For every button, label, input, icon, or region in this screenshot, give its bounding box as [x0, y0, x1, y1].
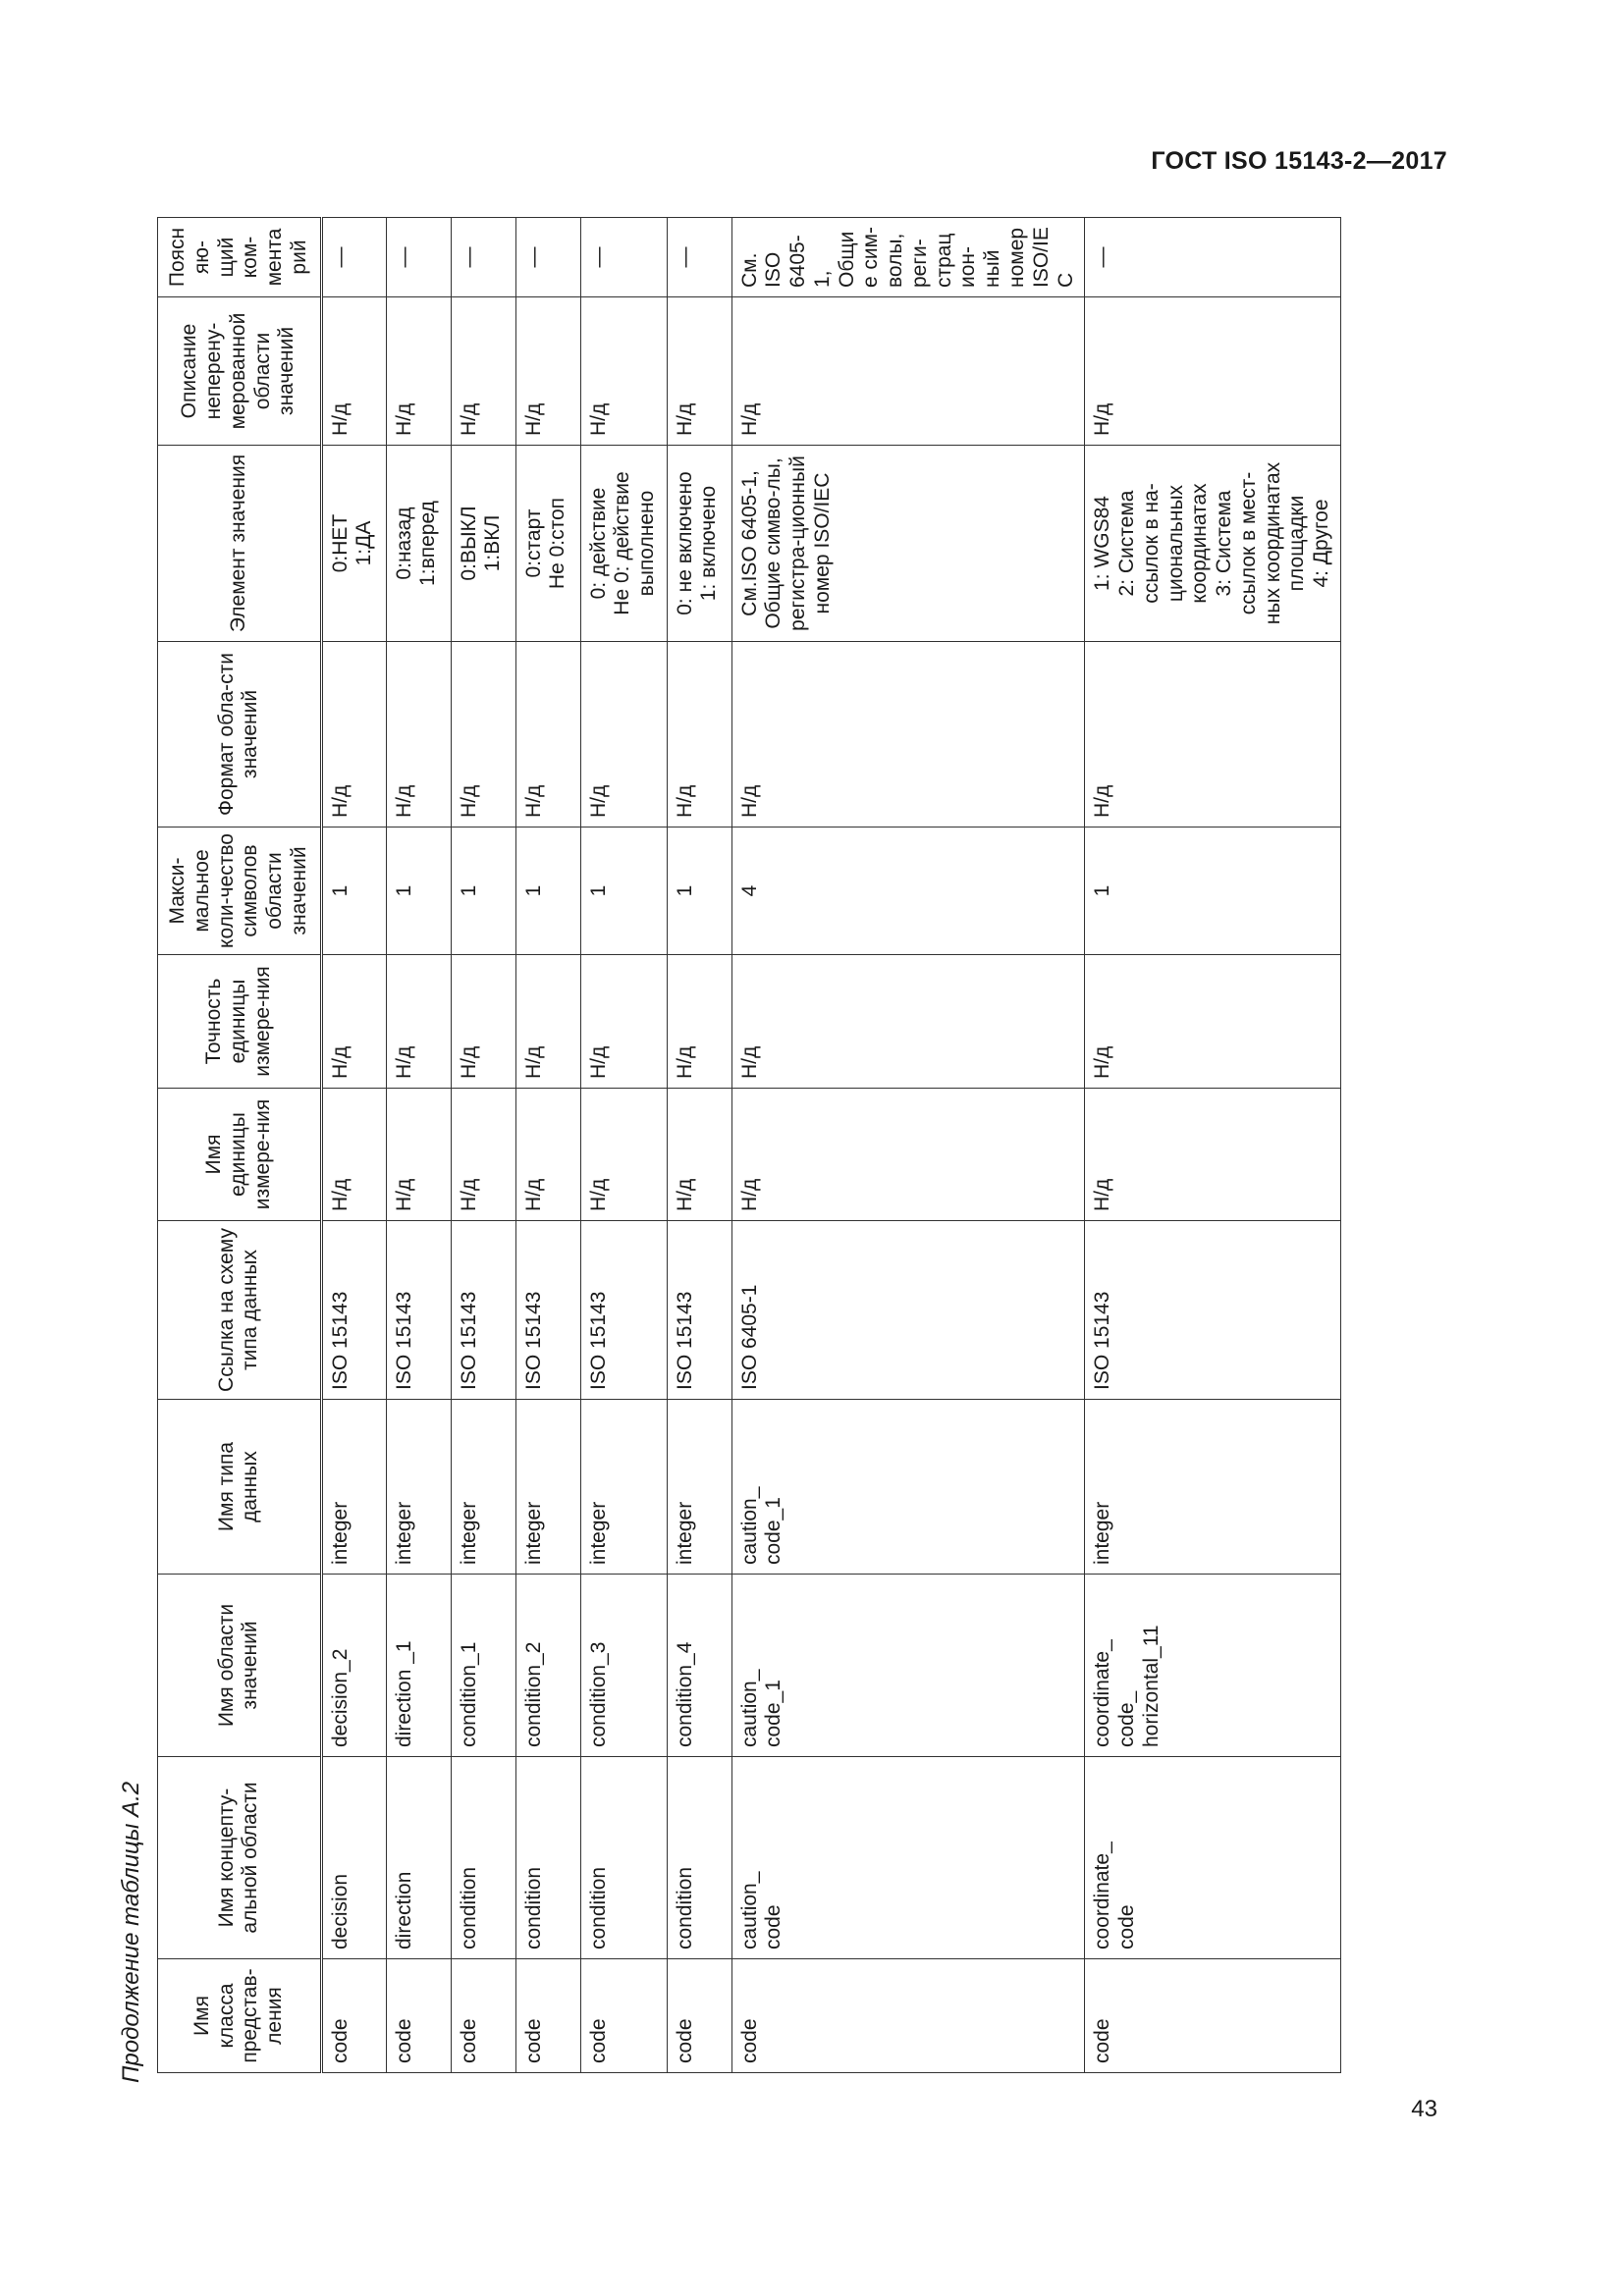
header-cell: Формат обла-сти значений: [158, 642, 322, 828]
table-cell: condition: [451, 1757, 515, 1959]
table-cell: Н/д: [580, 955, 667, 1089]
data-table: [157, 217, 1341, 2073]
table-cell: integer: [667, 1400, 731, 1575]
table-row: [515, 218, 580, 2073]
table-cell: —: [451, 218, 515, 297]
table-cell: direction: [386, 1757, 451, 1959]
table-cell: Н/д: [515, 955, 580, 1089]
table-row: [1085, 218, 1341, 2073]
table-cell: Н/д: [1085, 955, 1341, 1089]
table-cell: caution_ code_1: [731, 1400, 1085, 1575]
standard-header: ГОСТ ISO 15143-2—2017: [1151, 147, 1447, 175]
table-cell: Н/д: [731, 1089, 1085, 1221]
table-body: [321, 218, 1340, 2073]
header-cell: Имя концепту-альной области: [158, 1757, 322, 1959]
table-cell: ISO 15143: [386, 1221, 451, 1400]
table-cell: code: [386, 1959, 451, 2073]
table-cell: condition: [580, 1757, 667, 1959]
table-cell: См. ISO 6405-1, Общие сим-волы, реги-страцион-ный номер ISO/IEC: [731, 218, 1085, 297]
table-cell: 0:старт Не 0:стоп: [515, 446, 580, 642]
table-cell: ISO 15143: [451, 1221, 515, 1400]
table-cell: Н/д: [321, 1089, 386, 1221]
table-cell: —: [515, 218, 580, 297]
page-number: 43: [1411, 2096, 1437, 2122]
table-cell: Н/д: [451, 1089, 515, 1221]
table-cell: ISO 15143: [1085, 1221, 1341, 1400]
header-cell: Имя типа данных: [158, 1400, 322, 1575]
header-cell: Имя единицы измере-ния: [158, 1089, 322, 1221]
table-row: [731, 218, 1085, 2073]
table-cell: См.ISO 6405-1, Общие симво-лы, регистра-ционный номер ISO/IEC: [731, 446, 1085, 642]
table-cell: Н/д: [386, 1089, 451, 1221]
table-cell: caution_ code: [731, 1757, 1085, 1959]
table-cell: Н/д: [731, 297, 1085, 446]
table-cell: Н/д: [580, 297, 667, 446]
table-cell: coordinate_ code: [1085, 1757, 1341, 1959]
table-cell: condition_1: [451, 1575, 515, 1757]
table-cell: Н/д: [386, 642, 451, 828]
table-cell: code: [731, 1959, 1085, 2073]
table-cell: 1: [515, 828, 580, 955]
table-cell: code: [515, 1959, 580, 2073]
table-cell: Н/д: [667, 297, 731, 446]
table-cell: condition: [515, 1757, 580, 1959]
table-cell: integer: [580, 1400, 667, 1575]
table-cell: Н/д: [580, 1089, 667, 1221]
table-cell: —: [386, 218, 451, 297]
table-cell: code: [1085, 1959, 1341, 2073]
table-cell: code: [321, 1959, 386, 2073]
table-cell: decision_2: [321, 1575, 386, 1757]
table-cell: integer: [451, 1400, 515, 1575]
table-cell: Н/д: [386, 955, 451, 1089]
table-cell: integer: [515, 1400, 580, 1575]
table-cell: Н/д: [580, 642, 667, 828]
table-cell: Н/д: [515, 297, 580, 446]
table-cell: Н/д: [321, 297, 386, 446]
header-row: [158, 218, 322, 2073]
header-cell: Точность единицы измере-ния: [158, 955, 322, 1089]
table-cell: 0: не включено 1: включено: [667, 446, 731, 642]
table-cell: condition_4: [667, 1575, 731, 1757]
header-cell: Ссылка на схему типа данных: [158, 1221, 322, 1400]
header-cell: Описание неперену-мерованной области значений: [158, 297, 322, 446]
table-cell: 0: действие Не 0: действие выполнено: [580, 446, 667, 642]
table-cell: code: [451, 1959, 515, 2073]
table-caption: Продолжение таблицы А.2: [118, 1781, 144, 2083]
table-cell: 0:ВЫКЛ 1:ВКЛ: [451, 446, 515, 642]
table-cell: 0:НЕТ 1:ДА: [321, 446, 386, 642]
table-cell: Н/д: [515, 1089, 580, 1221]
header-cell: Имя класса представ-ления: [158, 1959, 322, 2073]
table-cell: Н/д: [515, 642, 580, 828]
table-cell: caution_ code_1: [731, 1575, 1085, 1757]
table-cell: —: [667, 218, 731, 297]
table-cell: Н/д: [667, 1089, 731, 1221]
header-cell: Имя области значений: [158, 1575, 322, 1757]
table-cell: code: [580, 1959, 667, 2073]
table-cell: Н/д: [731, 642, 1085, 828]
table-cell: 1: [386, 828, 451, 955]
table-cell: Н/д: [451, 955, 515, 1089]
table-cell: —: [321, 218, 386, 297]
header-cell: Макси-мальное коли-чество символов области значений: [158, 828, 322, 955]
table-cell: Н/д: [731, 955, 1085, 1089]
table-cell: Н/д: [1085, 1089, 1341, 1221]
table-row: [580, 218, 667, 2073]
table-cell: 1: WGS84 2: Система ссылок в на-циональных координатах 3: Система ссылок в мест-ных координатах площадки 4: Другое: [1085, 446, 1341, 642]
table-cell: 1: [1085, 828, 1341, 955]
table-cell: Н/д: [667, 955, 731, 1089]
header-cell: Поясняю-щий ком-ментарий: [158, 218, 322, 297]
table-cell: ISO 15143: [667, 1221, 731, 1400]
table-row: [386, 218, 451, 2073]
table-cell: ISO 15143: [515, 1221, 580, 1400]
table-cell: Н/д: [321, 642, 386, 828]
table-row: [667, 218, 731, 2073]
table-cell: condition_2: [515, 1575, 580, 1757]
table-row: [321, 218, 386, 2073]
table-cell: coordinate_ code_ horizontal_11: [1085, 1575, 1341, 1757]
table-cell: Н/д: [386, 297, 451, 446]
table-cell: integer: [386, 1400, 451, 1575]
rotated-table-region: [106, 31, 1341, 2083]
table-row: [451, 218, 515, 2073]
table-cell: Н/д: [1085, 642, 1341, 828]
table-cell: 1: [580, 828, 667, 955]
header-cell: Элемент значения: [158, 446, 322, 642]
table-cell: condition: [667, 1757, 731, 1959]
table-cell: ISO 6405-1: [731, 1221, 1085, 1400]
table-cell: Н/д: [451, 297, 515, 446]
table-cell: condition_3: [580, 1575, 667, 1757]
table-cell: —: [580, 218, 667, 297]
table-cell: integer: [321, 1400, 386, 1575]
table-cell: Н/д: [667, 642, 731, 828]
table-cell: 1: [667, 828, 731, 955]
table-cell: Н/д: [1085, 297, 1341, 446]
table-cell: direction _1: [386, 1575, 451, 1757]
table-cell: Н/д: [451, 642, 515, 828]
table-cell: 1: [451, 828, 515, 955]
table-cell: ISO 15143: [580, 1221, 667, 1400]
table-cell: decision: [321, 1757, 386, 1959]
table-cell: ISO 15143: [321, 1221, 386, 1400]
table-cell: integer: [1085, 1400, 1341, 1575]
table-cell: 0:назад 1:вперед: [386, 446, 451, 642]
table-cell: 4: [731, 828, 1085, 955]
table-cell: Н/д: [321, 955, 386, 1089]
table-cell: —: [1085, 218, 1341, 297]
table-cell: code: [667, 1959, 731, 2073]
table-cell: 1: [321, 828, 386, 955]
